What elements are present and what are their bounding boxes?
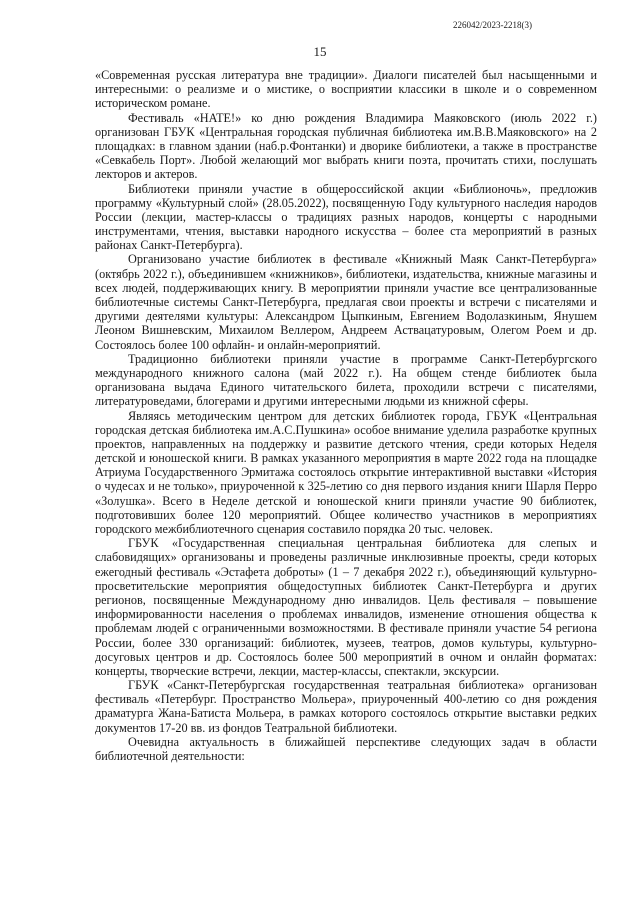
body-text [95,68,597,763]
paragraph-blind-library: ГБУК «Государственная специальная центральная библиотека для слепых и слабовидящих» организованы и проведены различные инклюзивные проекты, среди которых ежегодный фестиваль «Эстафета доброты» (1 – 7 декабря 2022 г.), объединяющий культурно-просветительские мероприятия общедоступных библиотек Санкт-Петербурга и других регионов, посвященные Международному дню инвалидов. Цель фестиваля – повышение информированности населения о проблемах инвалидов, изменение отношения общества к проблемам людей с ограниченными возможностями. В фестивале приняли участие 54 региона России, более 330 организаций: библиотек, музеев, театров, домов культуры, культурно-досуговых центров и др. Состоялось более 500 мероприятий в очном и онлайн форматах: концерты, творческие встречи, лекции, мастер-классы, спектакли, экскурсии. [95,536,597,678]
document-id: 226042/2023-2218(3) [453,20,532,30]
paragraph-mayakovsky-festival: Фестиваль «HATE!» ко дню рождения Владимира Маяковского (июль 2022 г.) организован ГБУК «Центральная городская публичная библиотека им.В.В.Маяковского» на 2 площадках: в главном здании (наб.р.Фонтанки) и дворике библиотеки, а также в пространстве «Севкабель Порт». Любой желающий мог выбрать книги поэта, прочитать стихи, послушать лекторов и актеров. [95,110,597,182]
page-number: 15 [313,44,327,59]
paragraph-tasks-intro: Очевидна актуальность в ближайшей перспективе следующих задач в области библиотечной деятельности: [95,734,597,763]
paragraph-biblionoch: Библиотеки приняли участие в общероссийской акции «Библионочь», предложив программу «Культурный слой» (28.05.2022), посвященную Году культурного наследия народов России (лекции, мастер-классы о традициях разных народов, концерты с народными инструментами, чтения, выставки народного искусства – более ста мероприятий в разных районах Санкт-Петербурга). [95,181,597,253]
paragraph-literature-dialogues: «Современная русская литература вне традиции». Диалоги писателей был насыщенными и интересными: о реализме и о мистике, о восприятии классики в школе и о современном историческом романе. [95,68,597,111]
paragraph-book-salon: Традиционно библиотеки приняли участие в программе Санкт-Петербургского международного книжного салона (май 2022 г.). На общем стенде библиотек была организована выдача Единого читательского билета, проходили встречи с писателями, литературоведами, блогерами и другими интересными людьми из книжной сферы. [95,351,597,409]
paragraph-theatre-library: ГБУК «Санкт-Петербургская государственная театральная библиотека» организован фестиваль «Петербург. Пространство Мольера», приуроченный 400-летию со дня рождения драматурга Жана-Батиста Мольера, в рамках которого состоялось открытие выставки редких документов 17-20 вв. из фондов Театральной библиотеки. [95,678,597,735]
paragraph-book-lighthouse: Организовано участие библиотек в фестивале «Книжный Маяк Санкт-Петербурга» (октябрь 2022 г.), объединившем «книжников», библиотеки, издательства, книжные магазины и всех людей, поддерживающих книгу. В мероприятии приняли участие все централизованные библиотечные системы Санкт-Петербурга, предлагая свои проекты и встречи с писателями и другими деятелями культуры: Александром Цыпкиным, Евгением Водолазкиным, Янушем Леоном Вишневским, Михаилом Веллером, Андреем Аствацатуровым, Олегом Роем и др. Состоялось более 100 офлайн- и онлайн-мероприятий. [95,252,597,352]
paragraph-children-library: Являясь методическим центром для детских библиотек города, ГБУК «Центральная городская детская библиотека им.А.С.Пушкина» особое внимание уделила разработке крупных проектов, направленных на поддержку и развитие детского чтения, среди которых Неделя детской и юношеской книги. В рамках указанного мероприятия в марте 2022 года на площадке Атриума Государственного Эрмитажа состоялось открытие интерактивной выставки «История о чудесах и не только», приуроченной к 325-летию со дня первого издания книги Шарля Перро «Золушка». Всего в Неделе детской и юношеской книги приняли участие 90 библиотек, подготовивших более 120 мероприятий. Общее количество участников в мероприятиях городского межбиблиотечного сценария составило порядка 20 тыс. человек. [95,408,597,536]
